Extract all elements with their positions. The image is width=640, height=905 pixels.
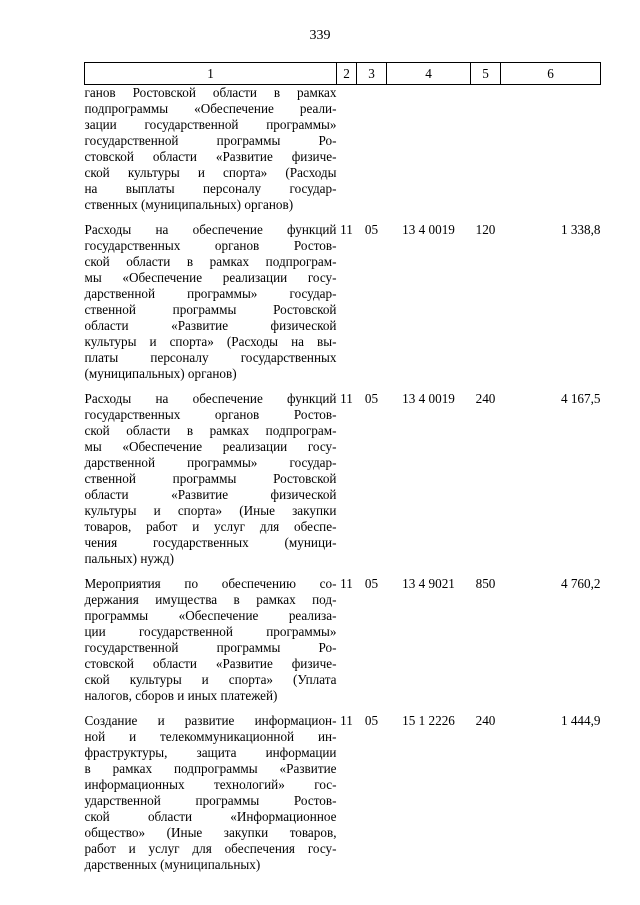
description-line: стовской области «Развитие физиче- [84,149,337,164]
description-line: государственных органов Ростов- [84,238,337,253]
description-line: подпрограммы «Обеспечение реали- [84,101,337,116]
amount: 1 444,9 [560,713,601,728]
row-spacer [85,567,601,576]
description-line: ударственной программы Ростов- [84,793,337,808]
column-header-4: 4 [387,63,471,85]
description-line: фраструктуры, защита информации [84,745,337,760]
description-line: на выплаты персоналу государ- [84,181,337,196]
row-description [85,713,337,873]
row-description [85,391,337,567]
description-line: мы «Обеспечение реализации госу- [84,270,337,285]
section-code: 11 [340,222,353,237]
description-line: Создание и развитие информацион- [84,713,337,728]
amount: 4 167,5 [560,391,601,406]
amount: 4 760,2 [560,576,601,591]
description-line: работ и услуг для обеспечения госу- [84,841,337,856]
description-line: чения государственных (муници- [84,535,337,550]
description-line: держания имущества в рамках под- [84,592,337,607]
description-line: государственной программы Ро- [84,133,337,148]
description-line: дарственных (муниципальных) [84,857,261,872]
description-line: Мероприятия по обеспечению со- [84,576,337,591]
page-number: 339 [309,28,331,43]
row-description [85,222,337,382]
description-line: ственной программы Ростовской [84,302,337,317]
subsection-code: 05 [364,713,379,728]
description-line: ганов Ростовской области в рамках [84,85,337,100]
column-header-1: 1 [85,63,337,85]
table-header-row [85,63,601,85]
expense-type-code: 120 [475,222,496,237]
table-row [85,222,601,382]
amount: 1 338,8 [560,222,601,237]
description-line: платы персоналу государственных [84,350,337,365]
target-article-code: 13 4 0019 [402,222,455,237]
description-line: культуры и спорта» (Иные закупки [84,503,337,518]
description-line: программы «Обеспечение реализа- [84,608,337,623]
amount [501,85,601,214]
description-line: ции государственной программы» [84,624,337,639]
expense-type-code: 240 [475,391,496,406]
expense-type-code: 850 [475,576,496,591]
target-article-code: 13 4 0019 [402,391,455,406]
description-line: ской области «Информационное [84,809,337,824]
description-line: дарственной программы» государ- [84,455,337,470]
description-line: в рамках подпрограммы «Развитие [84,761,337,776]
subsection-code: 05 [364,391,379,406]
description-line: государственной программы Ро- [84,640,337,655]
description-line: области «Развитие физической [84,487,337,502]
row-spacer [85,213,601,222]
section-code [337,85,357,214]
description-line: налогов, сборов и иных платежей) [84,688,278,703]
column-header-3: 3 [357,63,387,85]
description-line: государственных органов Ростов- [84,407,337,422]
row-spacer [85,704,601,713]
description-line: ской культуры и спорта» (Уплата [84,672,337,687]
table-row [85,576,601,704]
description-line: культуры и спорта» (Расходы на вы- [84,334,337,349]
budget-table [84,62,601,873]
description-line: области «Развитие физической [84,318,337,333]
subsection-code [357,85,387,214]
description-line: товаров, работ и услуг для обеспе- [84,519,337,534]
table-row [85,391,601,567]
description-line: стовской области «Развитие физиче- [84,656,337,671]
target-article-code [387,85,471,214]
description-line: информационных технологий» гос- [84,777,337,792]
column-header-6: 6 [501,63,601,85]
description-line: ской области в рамках подпрограм- [84,254,337,269]
description-line: Расходы на обеспечение функций [84,222,337,237]
description-line: ской области в рамках подпрограм- [84,423,337,438]
target-article-code: 15 1 2226 [402,713,455,728]
column-header-5: 5 [471,63,501,85]
section-code: 11 [340,576,353,591]
row-description [85,576,337,704]
section-code: 11 [340,391,353,406]
description-line: пальных) нужд) [84,551,175,566]
description-line: Расходы на обеспечение функций [84,391,337,406]
description-line: ской культуры и спорта» (Расходы [84,165,337,180]
column-header-2: 2 [337,63,357,85]
table-row [85,713,601,873]
expense-type-code: 240 [475,713,496,728]
target-article-code: 13 4 9021 [402,576,455,591]
description-line: дарственной программы» государ- [84,286,337,301]
description-line: ной и телекоммуникационной ин- [84,729,337,744]
section-code: 11 [340,713,353,728]
row-spacer [85,382,601,391]
description-line: мы «Обеспечение реализации госу- [84,439,337,454]
subsection-code: 05 [364,222,379,237]
row-description [85,85,337,214]
table-body [85,85,601,874]
expense-type-code [471,85,501,214]
subsection-code: 05 [364,576,379,591]
description-line: общество» (Иные закупки товаров, [84,825,337,840]
description-line: зации государственной программы» [84,117,337,132]
description-line: ственной программы Ростовской [84,471,337,486]
description-line: (муниципальных) органов) [84,366,237,381]
description-line: ственных (муниципальных) органов) [84,197,294,212]
table-row [85,85,601,214]
